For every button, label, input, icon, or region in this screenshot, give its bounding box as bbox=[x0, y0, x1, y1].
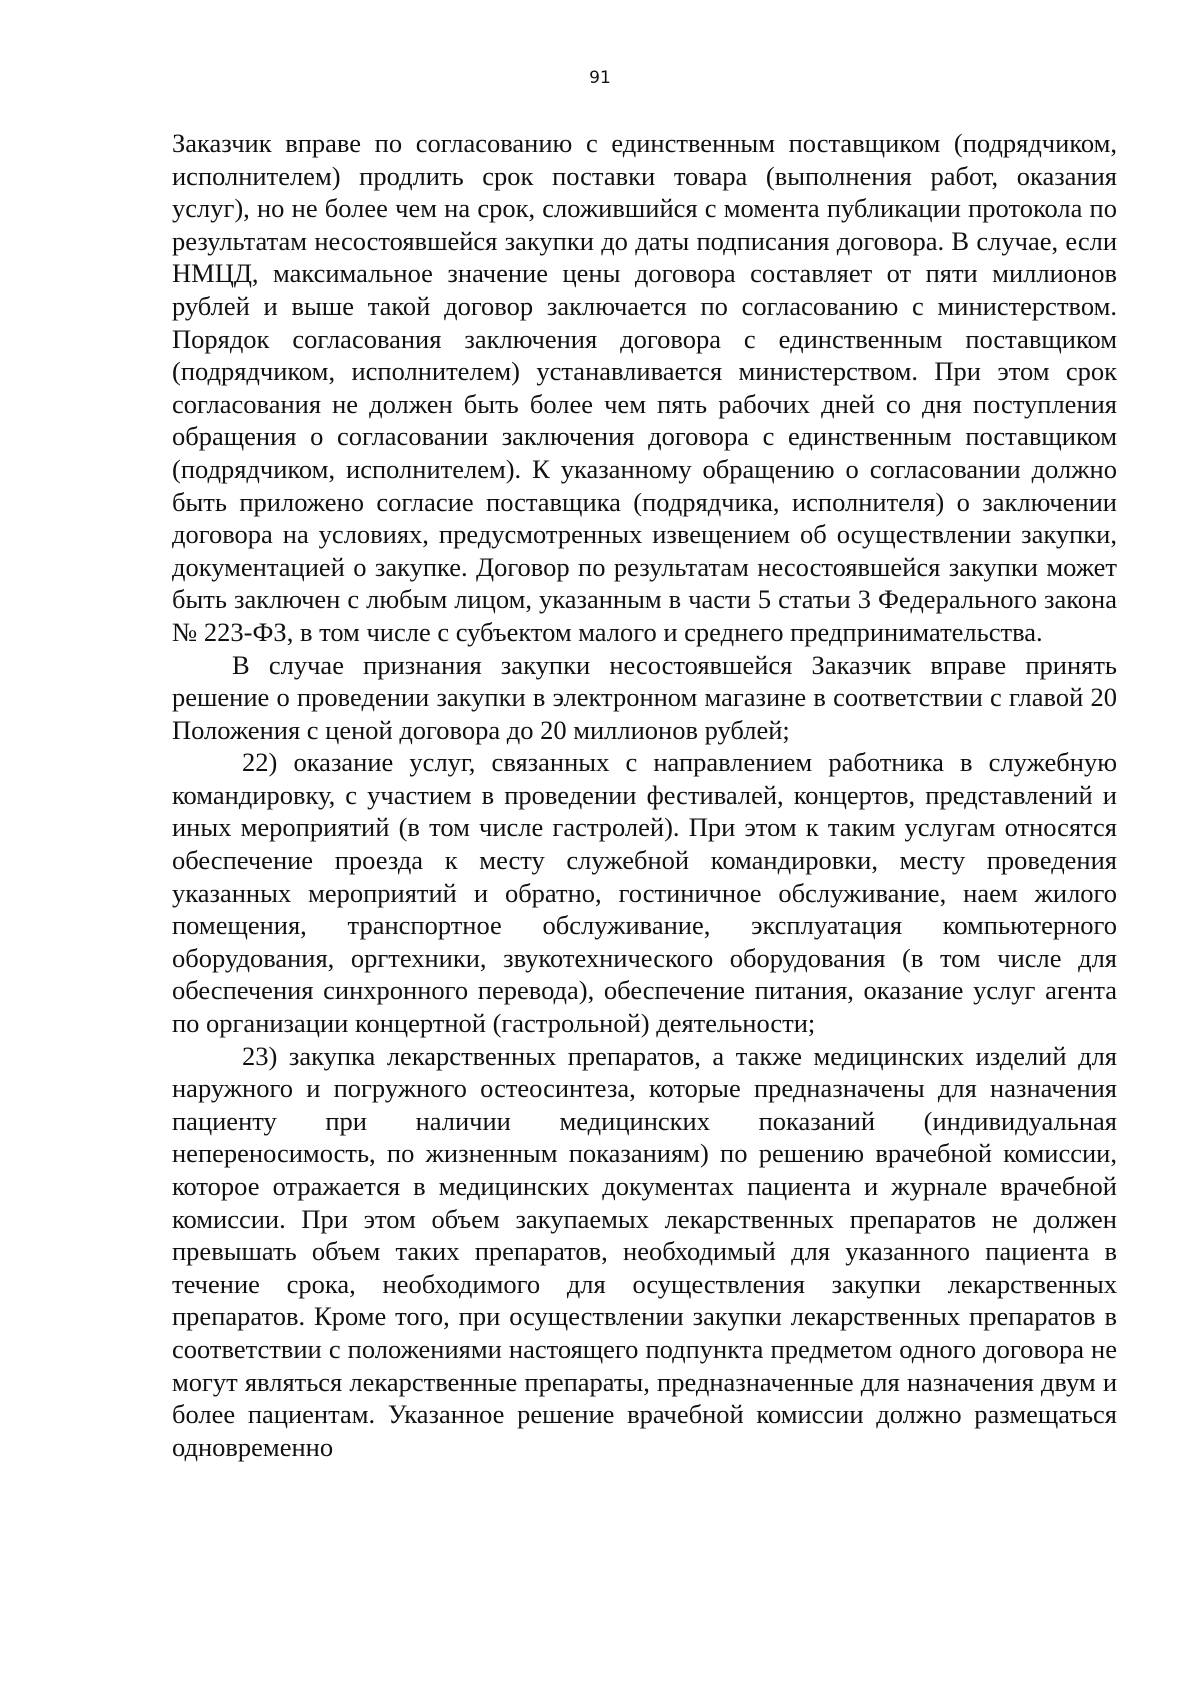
paragraph-item-23: 23) закупка лекарственных препаратов, а также медицинских изделий для наружного и погружного остеосинтеза, которые предназначены для назначения пациенту при наличии медицинских показаний (индивидуальная непереносимость, по жизненным показаниям) по решению врачебной комиссии, которое отражается в медицинских документах пациента и журнале врачебной комиссии. При этом объем закупаемых лекарственных препаратов не должен превышать объем таких препаратов, необходимый для указанного пациента в течение срока, необходимого для осуществления закупки лекарственных препаратов. Кроме того, при осуществлении закупки лекарственных препаратов в соответствии с положениями настоящего подпункта предметом одного договора не могут являться лекарственные препараты, предназначенные для назначения двум и более пациентам. Указанное решение врачебной комиссии должно размещаться одновременно bbox=[172, 1040, 1117, 1462]
paragraph-item-22: 22) оказание услуг, связанных с направлением работника в служебную командировку, с участием в проведении фестивалей, концертов, представлений и иных мероприятий (в том числе гастролей). При этом к таким услугам относятся обеспечение проезда к месту служебной командировки, месту проведения указанных мероприятий и обратно, гостиничное обслуживание, наем жилого помещения, транспортное обслуживание, эксплуатация компьютерного оборудования, оргтехники, звукотехнического оборудования (в том числе для обеспечения синхронного перевода), обеспечение питания, оказание услуг агента по организации концертной (гастрольной) деятельности; bbox=[172, 747, 1117, 1039]
page-number: 91 bbox=[589, 68, 611, 88]
document-body bbox=[172, 127, 1117, 1463]
paragraph-electronic-store: В случае признания закупки несостоявшейся Заказчик вправе принять решение о проведении закупки в электронном магазине в соответствии с главой 20 Положения с ценой договора до 20 миллионов рублей; bbox=[172, 649, 1117, 745]
paragraph-single-supplier-extension: Заказчик вправе по согласованию с единственным поставщиком (подрядчиком, исполнителем) продлить срок поставки товара (выполнения работ, оказания услуг), но не более чем на срок, сложившийся с момента публикации протокола по результатам несостоявшейся закупки до даты подписания договора. В случае, если НМЦД, максимальное значение цены договора составляет от пяти миллионов рублей и выше такой договор заключается по согласованию с министерством. Порядок согласования заключения договора с единственным поставщиком (подрядчиком, исполнителем) устанавливается министерством. При этом срок согласования не должен быть более чем пять рабочих дней со дня поступления обращения о согласовании заключения договора с единственным поставщиком (подрядчиком, исполнителем). К указанному обращению о согласовании должно быть приложено согласие поставщика (подрядчика, исполнителя) о заключении договора на условиях, предусмотренных извещением об осуществлении закупки, документацией о закупке. Договор по результатам несостоявшейся закупки может быть заключен с любым лицом, указанным в части 5 статьи 3 Федерального закона № 223-ФЗ, в том числе с субъектом малого и среднего предпринимательства. bbox=[172, 128, 1117, 647]
